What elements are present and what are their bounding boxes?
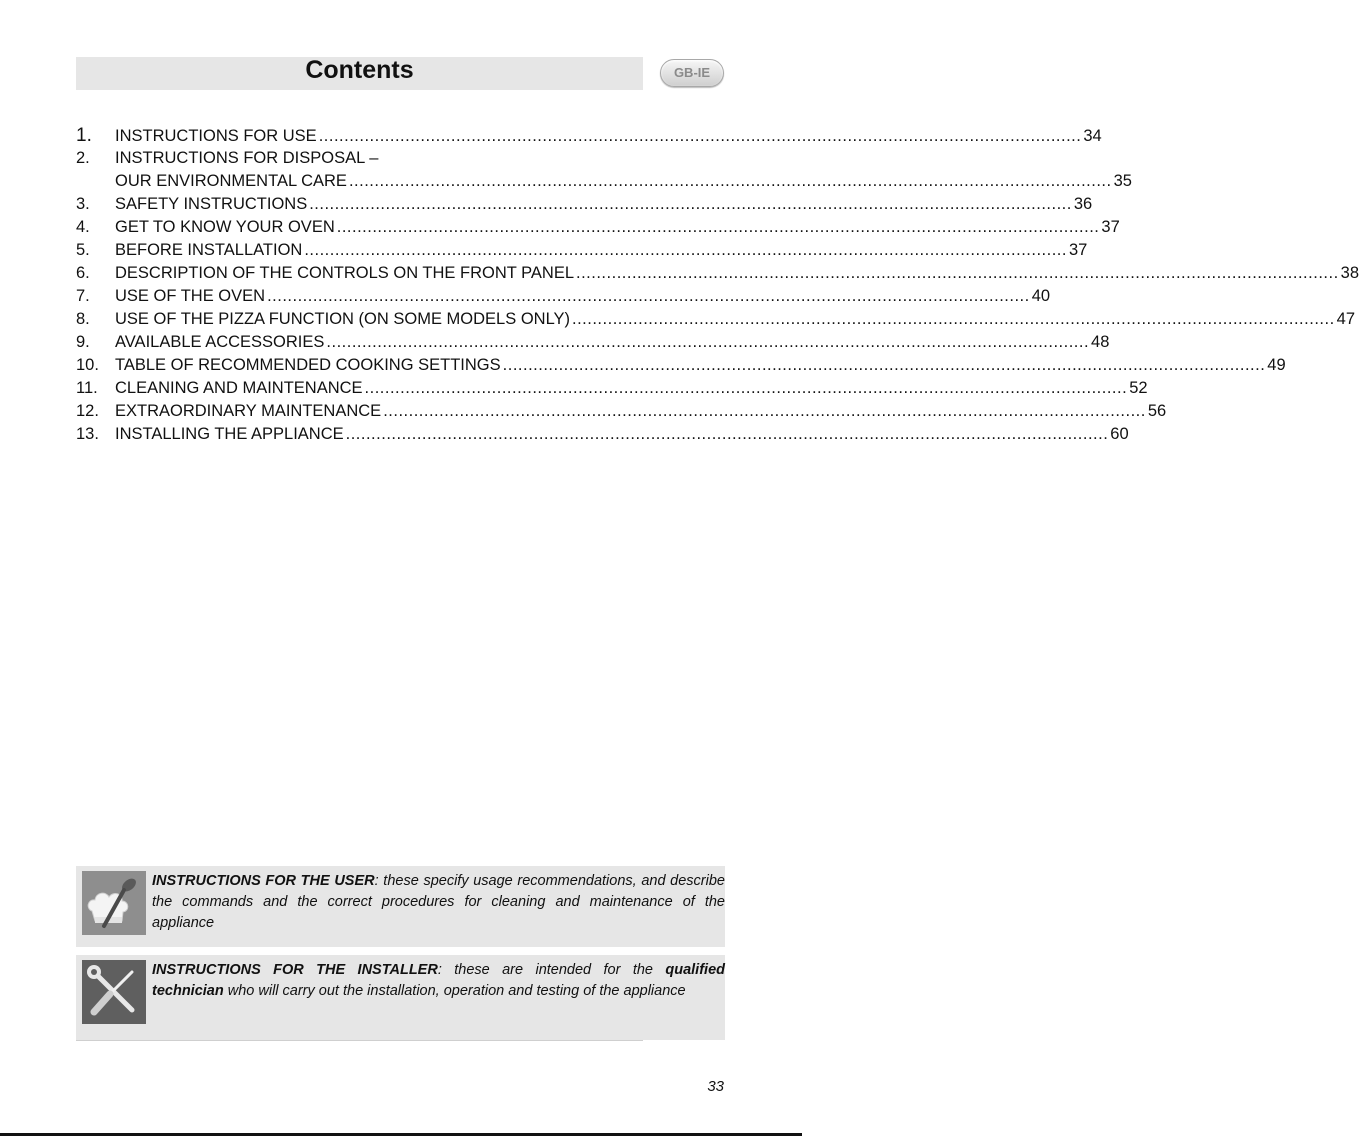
- toc-title: AVAILABLE ACCESSORIES: [115, 333, 325, 351]
- installer-instructions-text: [152, 960, 725, 1002]
- user-instructions-text: [152, 871, 725, 934]
- toc-leader-dots: ......................................................................................................................................................: [502, 356, 1266, 374]
- installer-instructions-lead: INSTRUCTIONS FOR THE INSTALLER: [152, 962, 438, 978]
- toc-number: 1.: [76, 125, 92, 146]
- toc-page-number: 60: [1110, 425, 1129, 443]
- toc-entry-12[interactable]: [76, 400, 1167, 423]
- toc-title: TABLE OF RECOMMENDED COOKING SETTINGS: [115, 356, 501, 374]
- toc-title: USE OF THE PIZZA FUNCTION (ON SOME MODELS ONLY): [115, 310, 571, 328]
- user-instructions-box: [76, 866, 725, 947]
- toc-leader-dots: ......................................................................................................................................................: [345, 425, 1109, 443]
- toc-page-number: 35: [1113, 172, 1132, 190]
- toc-page-number: 37: [1101, 218, 1120, 236]
- toc-title: SAFETY INSTRUCTIONS: [115, 195, 308, 213]
- user-instructions-body: : these specify usage recommendations, and describe the commands and the correct procedures for cleaning and maintenance of the appliance: [152, 873, 725, 931]
- toc-number: 10.: [76, 356, 99, 374]
- footer-divider: [76, 1040, 643, 1041]
- toc-page-number: 38: [1340, 264, 1359, 282]
- toc-entry-9[interactable]: [76, 331, 1110, 354]
- toc-page-number: 37: [1068, 241, 1088, 259]
- toc-number: 3.: [76, 195, 90, 213]
- toc-number: 4.: [76, 218, 90, 236]
- toc-page-number: 56: [1147, 402, 1167, 420]
- toc-page-number: 36: [1073, 195, 1093, 213]
- toc-page-number: 52: [1129, 379, 1148, 397]
- installer-instructions-box: [76, 955, 725, 1040]
- toc-entry-2[interactable]: [76, 147, 1132, 193]
- language-badge: [660, 59, 724, 87]
- toc-leader-dots: ......................................................................................................................................................: [336, 218, 1100, 236]
- toc-title: INSTRUCTIONS FOR DISPOSAL –: [115, 149, 379, 167]
- toc-page-number: 49: [1267, 356, 1286, 374]
- toc-leader-dots: ......................................................................................................................................................: [267, 287, 1030, 305]
- toc-leader-dots: ......................................................................................................................................................: [348, 172, 1112, 190]
- toc-title: BEFORE INSTALLATION: [115, 241, 303, 259]
- toc-number: 13.: [76, 425, 99, 443]
- toc-number: 5.: [76, 241, 90, 259]
- toc-leader-dots: ......................................................................................................................................................: [383, 402, 1146, 420]
- toc-entry-3[interactable]: [76, 193, 1093, 216]
- toc-entry-10[interactable]: [76, 354, 1286, 377]
- toc-title: USE OF THE OVEN: [115, 287, 266, 305]
- contents-title-bar: [76, 57, 643, 90]
- toc-title: INSTALLING THE APPLIANCE: [115, 425, 344, 443]
- toc-leader-dots: ......................................................................................................................................................: [326, 333, 1090, 351]
- toc-number: 9.: [76, 333, 90, 351]
- toc-title: EXTRAORDINARY MAINTENANCE: [115, 402, 382, 420]
- toc-entry-6[interactable]: [76, 262, 1359, 285]
- toc-leader-dots: ......................................................................................................................................................: [364, 379, 1128, 397]
- toc-entry-8[interactable]: [76, 308, 1356, 331]
- table-of-contents: [76, 124, 1359, 446]
- toc-title-continued: OUR ENVIRONMENTAL CARE: [115, 172, 347, 190]
- toc-page-number: 48: [1091, 333, 1110, 351]
- toc-leader-dots: ......................................................................................................................................................: [576, 264, 1339, 282]
- toc-number: 12.: [76, 402, 99, 420]
- toc-number: 7.: [76, 287, 90, 305]
- toc-title: INSTRUCTIONS FOR USE: [115, 127, 317, 145]
- toc-leader-dots: ......................................................................................................................................................: [304, 241, 1067, 259]
- wrench-screwdriver-icon: [82, 960, 146, 1024]
- toc-number: 2.: [76, 149, 90, 167]
- toc-entry-5[interactable]: [76, 239, 1088, 262]
- toc-number: 11.: [76, 379, 98, 397]
- toc-title: DESCRIPTION OF THE CONTROLS ON THE FRONT PANEL: [115, 264, 575, 282]
- toc-entry-4[interactable]: [76, 216, 1120, 239]
- toc-number: 8.: [76, 310, 90, 328]
- toc-leader-dots: ......................................................................................................................................................: [309, 195, 1072, 213]
- toc-entry-13[interactable]: [76, 423, 1129, 446]
- chef-hat-spoon-icon: [82, 871, 146, 935]
- installer-instructions-body-2: who will carry out the installation, operation and testing of the appliance: [223, 983, 686, 999]
- installer-instructions-emphasis: qualified technician: [152, 962, 725, 999]
- page-number: 33: [707, 1078, 724, 1095]
- toc-page-number: 34: [1083, 127, 1102, 145]
- toc-leader-dots: ......................................................................................................................................................: [318, 127, 1082, 145]
- user-instructions-lead: INSTRUCTIONS FOR THE USER: [152, 873, 375, 889]
- toc-page-number: 47: [1336, 310, 1356, 328]
- installer-instructions-body-1: : these are intended for the: [437, 962, 666, 978]
- toc-entry-1[interactable]: [76, 124, 1102, 147]
- toc-title: CLEANING AND MAINTENANCE: [115, 379, 363, 397]
- toc-title: GET TO KNOW YOUR OVEN: [115, 218, 335, 236]
- toc-number: 6.: [76, 264, 90, 282]
- page-title: Contents: [305, 56, 414, 84]
- toc-entry-7[interactable]: [76, 285, 1051, 308]
- toc-entry-11[interactable]: [76, 377, 1148, 400]
- language-badge-label: GB-IE: [673, 65, 711, 80]
- toc-page-number: 40: [1031, 287, 1051, 305]
- toc-leader-dots: ......................................................................................................................................................: [572, 310, 1335, 328]
